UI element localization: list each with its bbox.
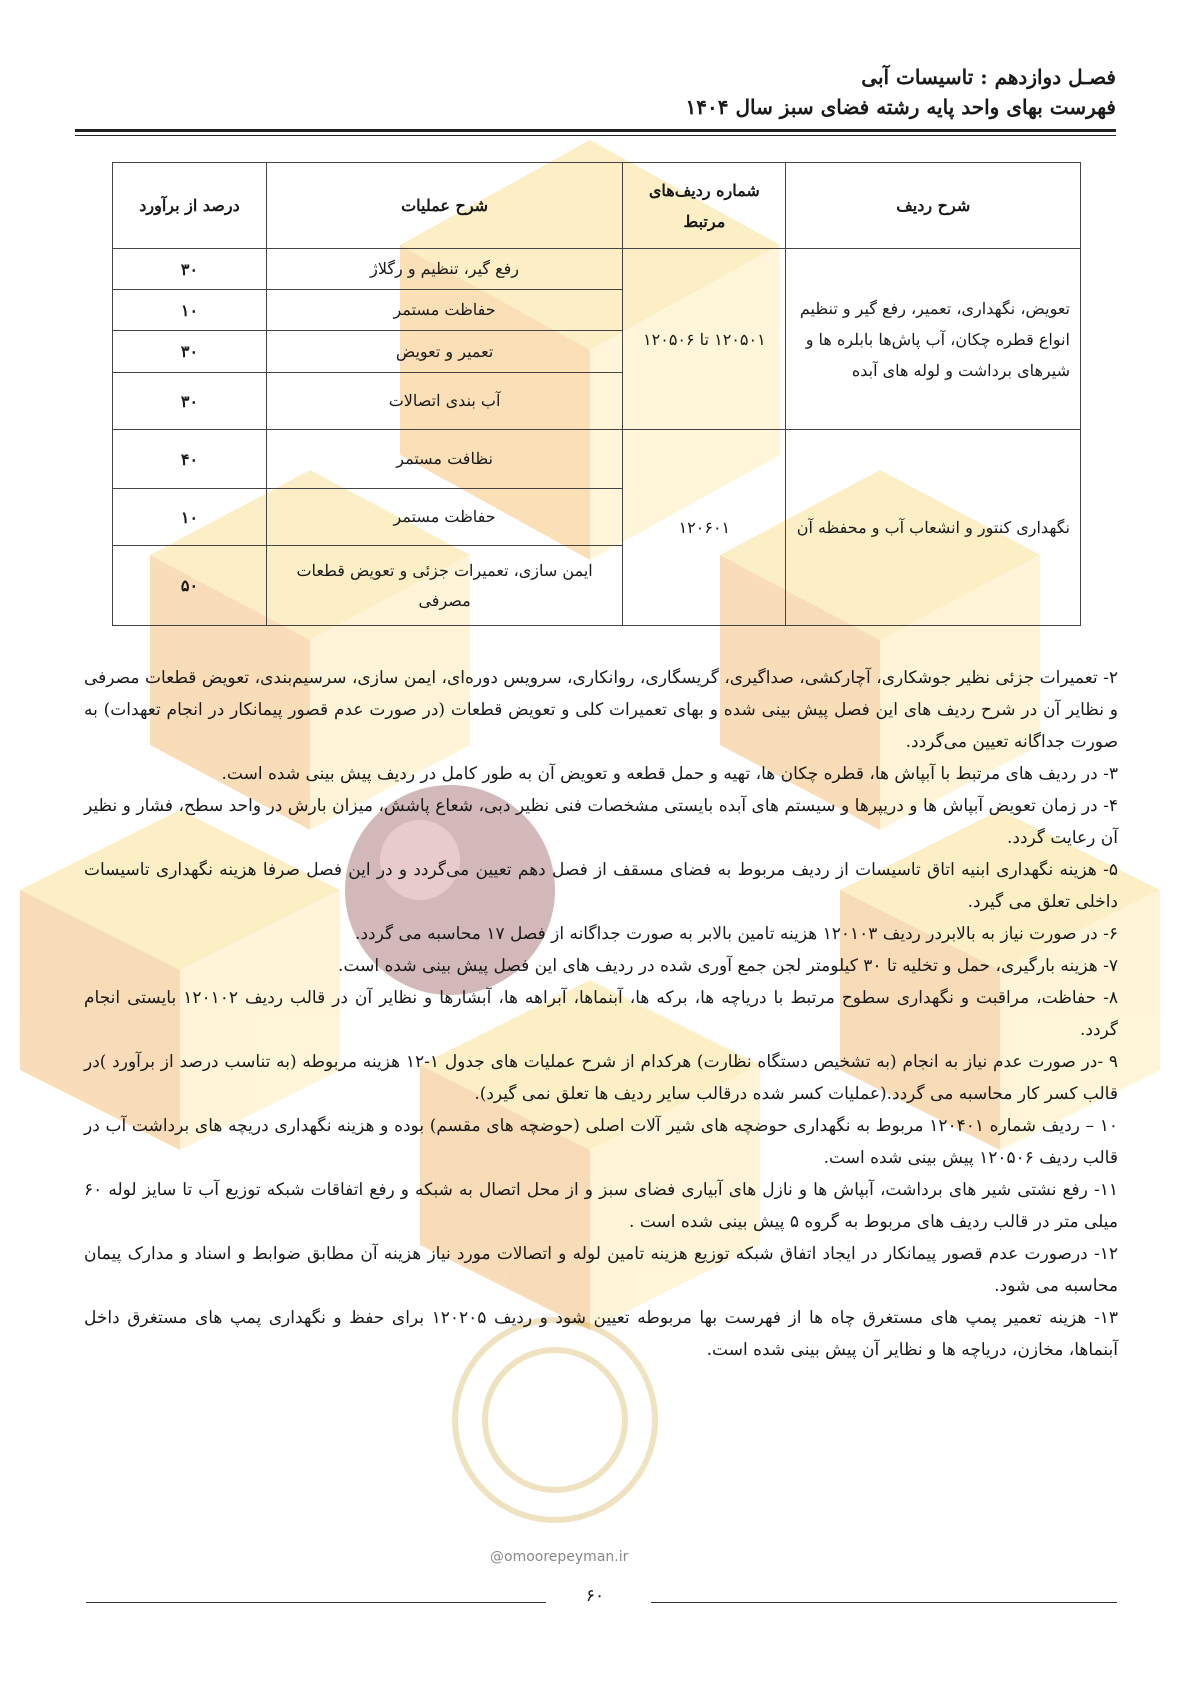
note-paragraph: ۱۰ – ردیف شماره ۱۲۰۴۰۱ مربوط به نگهداری حوضچه های شیر آلات اصلی (حوضچه های مقسم) بوده و هزینه نگهداری دریچه های برداشت آب در قالب ردیف ۱۲۰۵۰۶ پیش بینی شده است.: [84, 1116, 1118, 1168]
footer-rule-left: [86, 1602, 546, 1603]
group-description: تعویض، نگهداری، تعمیر، رفع گیر و تنظیم انواع قطره چکان، آب پاش‌ها بابلره ها و شیرهای برداشت و لوله های آبده: [786, 249, 1081, 430]
percent-cell: ۱۰: [113, 290, 267, 331]
note-paragraph: ۷- هزینه بارگیری، حمل و تخلیه تا ۳۰ کیلومتر لجن جمع آوری شده در ردیف های این فصل پیش بینی شده است.: [338, 956, 1118, 976]
table-row: [113, 249, 1081, 290]
operation-cell: رفع گیر، تنظیم و رگلاژ: [266, 249, 622, 290]
group-related-rows: ۱۲۰۶۰۱: [623, 430, 786, 626]
header-operations: شرح عملیات: [266, 163, 622, 249]
header-rule-thin: [75, 135, 1116, 136]
chapter-title: فصـل دوازدهم : تاسیسات آبی: [861, 65, 1116, 89]
note-paragraph: ۸- حفاظت، مراقبت و نگهداری سطوح مرتبط با دریاچه ها، برکه ها، آبنماها، آبراهه ها، آبشارها و نظایر آن در قالب ردیف ۱۲۰۱۰۲ بایستی انجام گردد.: [84, 988, 1118, 1040]
header-percent: درصد از برآورد: [113, 163, 267, 249]
table-row: [113, 430, 1081, 489]
operation-cell: حفاظت مستمر: [266, 489, 622, 546]
note-paragraph: ۲- تعمیرات جزئی نظیر جوشکاری، آچارکشی، صداگیری، گریسگاری، روانکاری، سرویس دوره‌ای، ایمن سازی، سرسیم‌بندی، تعویض قطعات مصرفی و نظایر آن در شرح ردیف های این فصل پیش بینی شده و بهای تعمیرات کلی و تعویض قطعات (در صورت عدم قصور پیمانکار در انجام تعهدات) به صورت جداگانه تعیین می‌گردد.: [84, 668, 1118, 752]
group-description: نگهداری کنتور و انشعاب آب و محفظه آن: [786, 430, 1081, 626]
catalog-title: فهرست بهای واحد پایه رشته فضای سبز سال ۱۴۰۴: [685, 95, 1116, 119]
note-paragraph: ۱۳- هزینه تعمیر پمپ های مستغرق چاه ها از فهرست بها مربوطه تعیین شود و ردیف ۱۲۰۲۰۵ برای حفظ و نگهداری پمپ های مستغرق داخل آبنماها، مخازن، دریاچه ها و نظایر آن پیش بینی شده است.: [84, 1308, 1118, 1360]
note-paragraph: ۱۲- درصورت عدم قصور پیمانکار در ایجاد اتفاق شبکه توزیع هزینه تامین لوله و اتصالات مورد نیاز هزینه آن مطابق ضوابط و اسناد و مدارک پیمان محاسبه می شود.: [84, 1244, 1118, 1296]
note-paragraph: ۶- در صورت نیاز به بالابردر ردیف ۱۲۰۱۰۳ هزینه تامین بالابر به صورت جداگانه از فصل ۱۷ محاسبه می گردد.: [355, 924, 1118, 944]
note-paragraph: ۴- در زمان تعویض آبپاش ها و دریپرها و سیستم های آبده بایستی مشخصات فنی نظیر دبی، شعاع پاشش، میزان بارش در واحد سطح، فشار و نظیر آن رعایت گردد.: [84, 796, 1118, 848]
percent-cell: ۴۰: [113, 430, 267, 489]
percent-cell: ۳۰: [113, 249, 267, 290]
percent-cell: ۱۰: [113, 489, 267, 546]
header-row-description: شرح ردیف: [786, 163, 1081, 249]
header-rule-thick: [75, 129, 1116, 132]
notes-section: [84, 662, 1118, 1366]
note-paragraph: ۱۱- رفع نشتی شیر های برداشت، آبپاش ها و نازل های آبیاری فضای سبز و از محل اتصال به شبکه و رفع اتفاقات شبکه توزیع آب تا سایز لوله ۶۰ میلی متر در قالب ردیف های مربوط به گروه ۵ پیش بینی شده است .: [84, 1180, 1118, 1232]
footer-rule-right: [651, 1602, 1117, 1603]
percent-cell: ۳۰: [113, 331, 267, 373]
operations-table: [112, 162, 1081, 626]
table-header-row: [113, 163, 1081, 249]
operation-cell: تعمیر و تعویض: [266, 331, 622, 373]
page-header: [75, 62, 1116, 122]
note-paragraph: ۹ -در صورت عدم نیاز به انجام (به تشخیص دستگاه نظارت) هرکدام از شرح عملیات های جدول ۱-۱۲ هزینه مربوطه (به تناسب درصد از برآورد )در قالب کسر کار محاسبه می گردد.(عملیات کسر شده درقالب سایر ردیف ها تعلق نمی گیرد).: [84, 1052, 1118, 1104]
group-related-rows: ۱۲۰۵۰۱ تا ۱۲۰۵۰۶: [623, 249, 786, 430]
note-paragraph: ۳- در ردیف های مرتبط با آبپاش ها، قطره چکان ها، تهیه و حمل قطعه و تعویض آن به طور کامل در ردیف پیش بینی شده است.: [221, 764, 1118, 784]
page-number: ۶۰: [585, 1586, 605, 1606]
percent-cell: ۵۰: [113, 546, 267, 626]
percent-cell: ۳۰: [113, 373, 267, 430]
operation-cell: آب بندی اتصالات: [266, 373, 622, 430]
operation-cell: ایمن سازی، تعمیرات جزئی و تعویض قطعات مصرفی: [266, 546, 622, 626]
watermark-site: @omoorepeyman.ir: [490, 1549, 629, 1565]
operation-cell: نظافت مستمر: [266, 430, 622, 489]
operation-cell: حفاظت مستمر: [266, 290, 622, 331]
note-paragraph: ۵- هزینه نگهداری ابنیه اتاق تاسیسات از ردیف مربوط به فضای مسقف از فصل دهم تعیین می‌گردد و در این فصل صرفا هزینه نگهداری تاسیسات داخلی تعلق می گیرد.: [84, 860, 1118, 912]
header-related-rows: شماره ردیف‌های مرتبط: [623, 163, 786, 249]
